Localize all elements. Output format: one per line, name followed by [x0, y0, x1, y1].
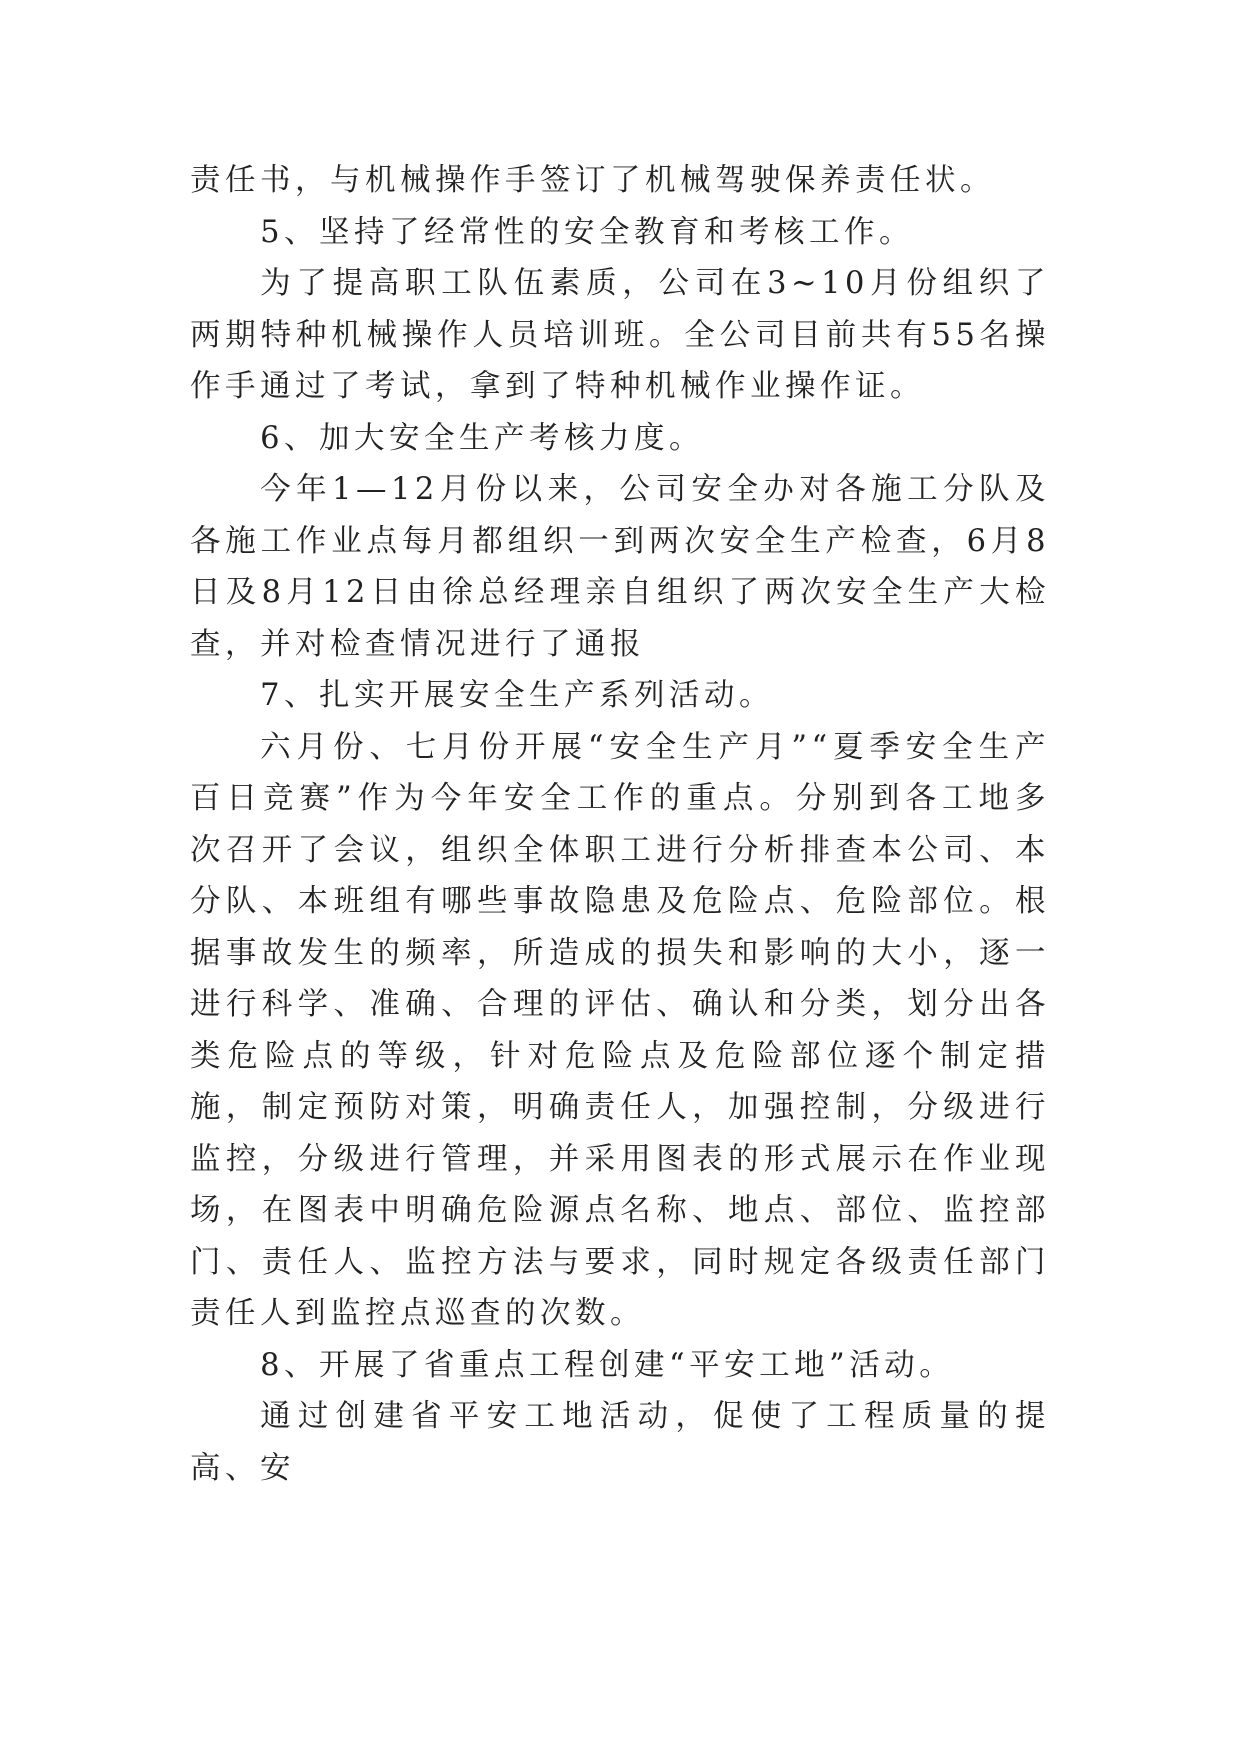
paragraph-heading-8: 8、开展了省重点工程创建“平安工地”活动。 — [260, 1347, 955, 1383]
document-page — [190, 155, 1050, 1494]
paragraph-heading-7: 7、扎实开展安全生产系列活动。 — [260, 678, 775, 713]
paragraph-continuation: 责任书，与机械操作手签订了机械驾驶保养责任状。 — [190, 163, 995, 198]
paragraph-heading-6: 6、加大安全生产考核力度。 — [260, 420, 705, 456]
paragraph-body: 今年1—12月份以来，公司安全办对各施工分队及各施工作业点每月都组织一到两次安全生产检查，6月8日及8月12日由徐总经理亲自组织了两次安全生产大检查，并对检查情况进行了通报 — [190, 472, 1050, 662]
paragraph-body: 通过创建省平安工地活动，促使了工程质量的提高、安 — [190, 1399, 1050, 1486]
paragraph-heading-5: 5、坚持了经常性的安全教育和考核工作。 — [260, 214, 915, 250]
paragraph-body: 为了提高职工队伍素质，公司在3~10月份组织了两期特种机械操作人员培训班。全公司目前共有55名操作手通过了考试，拿到了特种机械作业操作证。 — [190, 266, 1050, 404]
paragraph-body: 六月份、七月份开展“安全生产月”“夏季安全生产百日竞赛”作为今年安全工作的重点。分别到各工地多次召开了会议，组织全体职工进行分析排查本公司、本分队、本班组有哪些事故隐患及危险点、危险部位。根据事故发生的频率，所造成的损失和影响的大小，逐一进行科学、准确、合理的评估、确认和分类，划分出各类危险点的等级，针对危险点及危险部位逐个制定措施，制定预防对策，明确责任人，加强控制，分级进行监控，分级进行管理，并采用图表的形式展示在作业现场，在图表中明确危险源点名称、地点、部位、监控部门、责任人、监控方法与要求，同时规定各级责任部门责任人到监控点巡查的次数。 — [190, 729, 1050, 1331]
